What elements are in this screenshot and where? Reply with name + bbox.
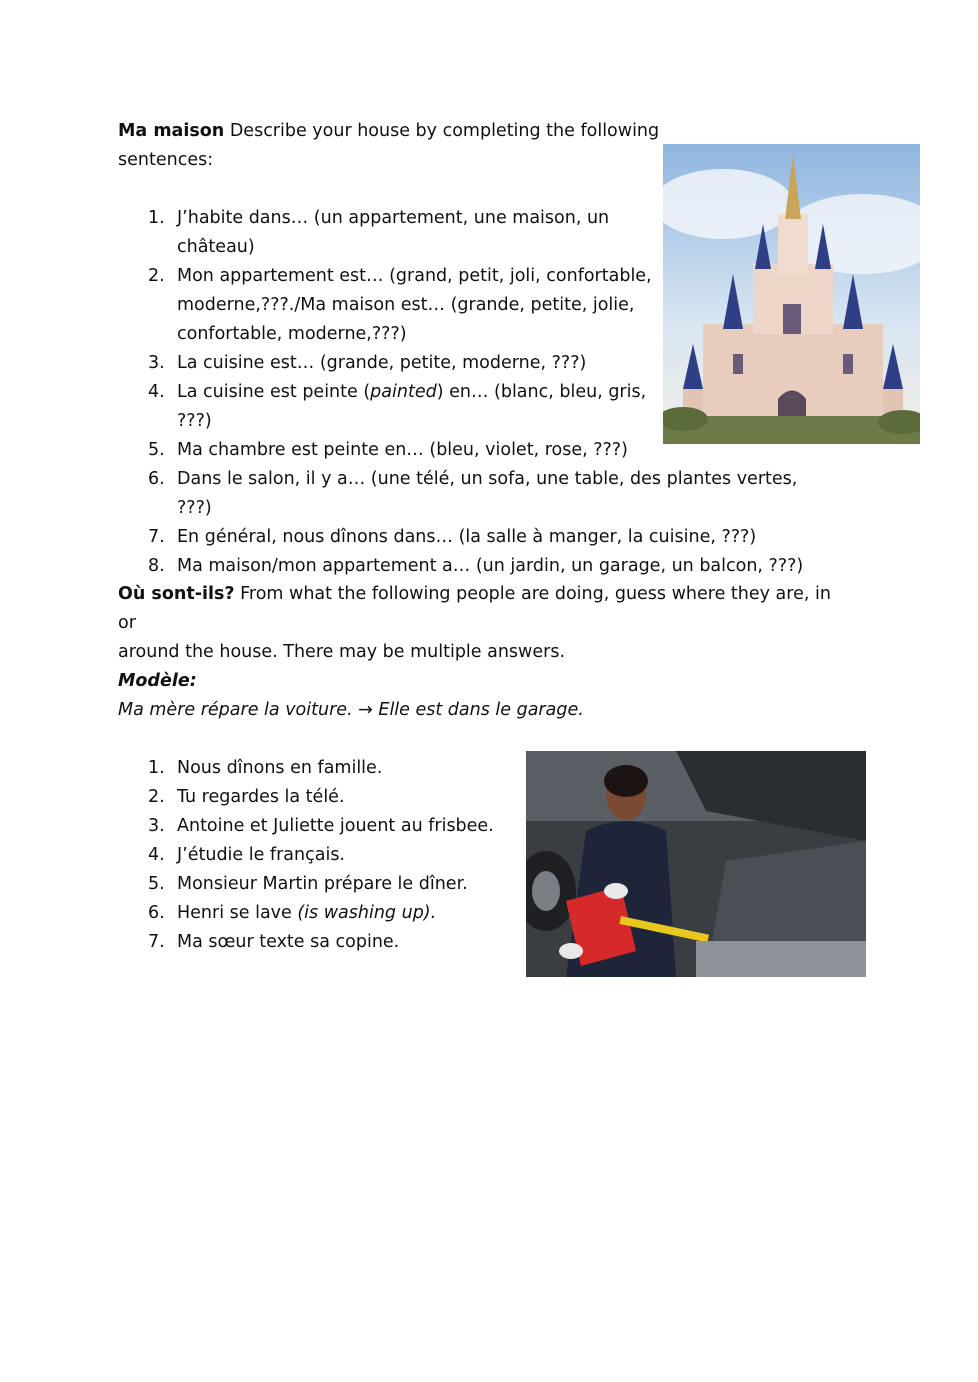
list-item: 2. Mon appartement est… (grand, petit, joli, confortable, moderne,???./Ma maison est… (grande, petite, jolie, confortable, moderne,???) xyxy=(148,266,652,344)
mechanic-image xyxy=(526,751,866,977)
list-item: 5. Ma chambre est peinte en… (bleu, violet, rose, ???) xyxy=(148,440,628,460)
model-example xyxy=(118,667,838,725)
list-item: 4. J’étudie le français. xyxy=(148,845,345,865)
list-item: 5. Monsieur Martin prépare le dîner. xyxy=(148,874,468,894)
list-item: 1. J’habite dans… (un appartement, une maison, un château) xyxy=(148,208,610,257)
list-item: 7. Ma sœur texte sa copine. xyxy=(148,932,400,952)
section2-intro-line1: From what the following people are doing, guess where they are, in or xyxy=(118,584,831,633)
list-item: 4. La cuisine est peinte (painted) en… (blanc, bleu, gris, ???) xyxy=(148,382,647,431)
section2-list xyxy=(118,754,518,957)
castle-image xyxy=(663,144,920,444)
section1-intro-line2: sentences: xyxy=(118,150,214,170)
list-item: 2. Tu regardes la télé. xyxy=(148,787,345,807)
section2-intro-line2: around the house. There may be multiple answers. xyxy=(118,642,566,662)
model-text: Ma mère répare la voiture. → Elle est dans le garage. xyxy=(118,700,584,720)
section1-intro-line1: Describe your house by completing the following xyxy=(224,121,660,141)
section1-title: Ma maison xyxy=(118,121,225,141)
section1-intro xyxy=(118,117,659,175)
section2-intro xyxy=(118,580,838,667)
list-item: 8. Ma maison/mon appartement a… (un jardin, un garage, un balcon, ???) xyxy=(148,556,804,576)
model-label: Modèle: xyxy=(118,671,197,691)
list-item: 6. Henri se lave (is washing up). xyxy=(148,903,437,923)
list-item: 3. La cuisine est… (grande, petite, moderne, ???) xyxy=(148,353,587,373)
section2-title: Où sont-ils? xyxy=(118,584,235,604)
list-item: 6. Dans le salon, il y a… (une télé, un sofa, une table, des plantes vertes, ???) xyxy=(148,469,798,518)
list-item: 3. Antoine et Juliette jouent au frisbee. xyxy=(148,816,494,836)
list-item: 7. En général, nous dînons dans… (la salle à manger, la cuisine, ???) xyxy=(148,527,757,547)
list-item: 1. Nous dînons en famille. xyxy=(148,758,383,778)
